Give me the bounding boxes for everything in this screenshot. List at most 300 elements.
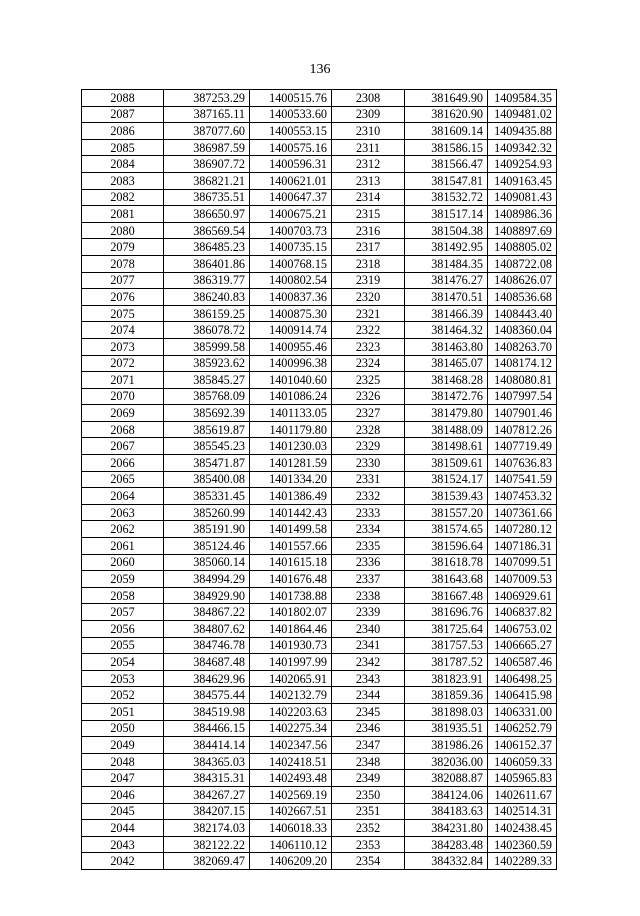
y-coordinate-right: 1407541.59 [488, 471, 557, 488]
point-id-left: 2062 [82, 521, 164, 538]
y-coordinate-right: 1408626.07 [488, 272, 557, 289]
table-row [82, 206, 557, 223]
x-coordinate-right: 384332.84 [405, 853, 488, 870]
y-coordinate-left: 1400533.60 [250, 106, 332, 123]
y-coordinate-left: 1400735.15 [250, 239, 332, 256]
x-coordinate-left: 386159.25 [164, 305, 250, 322]
x-coordinate-right: 381986.26 [405, 737, 488, 754]
y-coordinate-left: 1400647.37 [250, 189, 332, 206]
point-id-right: 2308 [332, 90, 405, 107]
point-id-left: 2060 [82, 554, 164, 571]
x-coordinate-right: 381504.38 [405, 222, 488, 239]
x-coordinate-right: 381757.53 [405, 637, 488, 654]
y-coordinate-right: 1407719.49 [488, 438, 557, 455]
x-coordinate-right: 381696.76 [405, 604, 488, 621]
table-row [82, 587, 557, 604]
y-coordinate-right: 1409584.35 [488, 90, 557, 107]
coordinate-table-body [82, 90, 557, 870]
x-coordinate-right: 381479.80 [405, 405, 488, 422]
table-row [82, 703, 557, 720]
y-coordinate-left: 1400837.36 [250, 289, 332, 306]
point-id-left: 2077 [82, 272, 164, 289]
point-id-left: 2047 [82, 770, 164, 787]
y-coordinate-left: 1402275.34 [250, 720, 332, 737]
x-coordinate-right: 381596.64 [405, 538, 488, 555]
point-id-left: 2048 [82, 753, 164, 770]
x-coordinate-right: 381643.68 [405, 571, 488, 588]
y-coordinate-left: 1402203.63 [250, 703, 332, 720]
table-row [82, 770, 557, 787]
x-coordinate-right: 381465.07 [405, 355, 488, 372]
point-id-left: 2059 [82, 571, 164, 588]
point-id-right: 2326 [332, 388, 405, 405]
x-coordinate-left: 384315.31 [164, 770, 250, 787]
y-coordinate-left: 1400802.54 [250, 272, 332, 289]
y-coordinate-right: 1406837.82 [488, 604, 557, 621]
point-id-right: 2354 [332, 853, 405, 870]
y-coordinate-left: 1400875.30 [250, 305, 332, 322]
y-coordinate-left: 1401499.58 [250, 521, 332, 538]
y-coordinate-left: 1401676.48 [250, 571, 332, 588]
x-coordinate-right: 381859.36 [405, 687, 488, 704]
point-id-right: 2325 [332, 372, 405, 389]
y-coordinate-right: 1408080.81 [488, 372, 557, 389]
x-coordinate-left: 385923.62 [164, 355, 250, 372]
point-id-right: 2343 [332, 670, 405, 687]
table-row [82, 172, 557, 189]
y-coordinate-right: 1406331.00 [488, 703, 557, 720]
table-row [82, 504, 557, 521]
y-coordinate-left: 1400914.74 [250, 322, 332, 339]
x-coordinate-right: 382036.00 [405, 753, 488, 770]
table-row [82, 803, 557, 820]
point-id-right: 2340 [332, 621, 405, 638]
y-coordinate-right: 1406415.98 [488, 687, 557, 704]
x-coordinate-right: 381468.28 [405, 372, 488, 389]
x-coordinate-right: 381492.95 [405, 239, 488, 256]
point-id-right: 2315 [332, 206, 405, 223]
x-coordinate-right: 381484.35 [405, 255, 488, 272]
y-coordinate-right: 1406665.27 [488, 637, 557, 654]
point-id-left: 2086 [82, 123, 164, 140]
y-coordinate-left: 1401802.07 [250, 604, 332, 621]
table-row [82, 421, 557, 438]
y-coordinate-right: 1407453.32 [488, 488, 557, 505]
y-coordinate-left: 1400675.21 [250, 206, 332, 223]
table-row [82, 521, 557, 538]
point-id-right: 2321 [332, 305, 405, 322]
point-id-left: 2050 [82, 720, 164, 737]
point-id-right: 2327 [332, 405, 405, 422]
y-coordinate-right: 1406252.79 [488, 720, 557, 737]
table-row [82, 289, 557, 306]
y-coordinate-right: 1406059.33 [488, 753, 557, 770]
page-number: 136 [309, 62, 331, 77]
x-coordinate-left: 385260.99 [164, 504, 250, 521]
point-id-left: 2044 [82, 820, 164, 837]
table-row [82, 455, 557, 472]
y-coordinate-right: 1407186.31 [488, 538, 557, 555]
table-row [82, 239, 557, 256]
y-coordinate-left: 1402493.48 [250, 770, 332, 787]
point-id-right: 2309 [332, 106, 405, 123]
point-id-left: 2082 [82, 189, 164, 206]
point-id-right: 2342 [332, 654, 405, 671]
point-id-right: 2328 [332, 421, 405, 438]
point-id-right: 2313 [332, 172, 405, 189]
x-coordinate-left: 385191.90 [164, 521, 250, 538]
point-id-right: 2335 [332, 538, 405, 555]
point-id-right: 2339 [332, 604, 405, 621]
y-coordinate-right: 1409342.32 [488, 139, 557, 156]
x-coordinate-left: 385999.58 [164, 338, 250, 355]
y-coordinate-right: 1408722.08 [488, 255, 557, 272]
point-id-left: 2085 [82, 139, 164, 156]
table-row [82, 372, 557, 389]
y-coordinate-left: 1401442.43 [250, 504, 332, 521]
table-row [82, 670, 557, 687]
table-row [82, 123, 557, 140]
y-coordinate-right: 1402289.33 [488, 853, 557, 870]
x-coordinate-right: 381517.14 [405, 206, 488, 223]
x-coordinate-left: 385060.14 [164, 554, 250, 571]
x-coordinate-right: 384124.06 [405, 786, 488, 803]
point-id-right: 2334 [332, 521, 405, 538]
x-coordinate-left: 386907.72 [164, 156, 250, 173]
table-row [82, 753, 557, 770]
x-coordinate-left: 385471.87 [164, 455, 250, 472]
table-row [82, 438, 557, 455]
point-id-right: 2341 [332, 637, 405, 654]
point-id-left: 2067 [82, 438, 164, 455]
x-coordinate-right: 381476.27 [405, 272, 488, 289]
x-coordinate-left: 384687.48 [164, 654, 250, 671]
table-row [82, 272, 557, 289]
y-coordinate-right: 1407099.51 [488, 554, 557, 571]
x-coordinate-right: 381618.78 [405, 554, 488, 571]
x-coordinate-right: 381470.51 [405, 289, 488, 306]
y-coordinate-right: 1405965.83 [488, 770, 557, 787]
y-coordinate-left: 1401133.05 [250, 405, 332, 422]
y-coordinate-right: 1406929.61 [488, 587, 557, 604]
y-coordinate-left: 1406209.20 [250, 853, 332, 870]
x-coordinate-right: 381547.81 [405, 172, 488, 189]
y-coordinate-left: 1406018.33 [250, 820, 332, 837]
x-coordinate-left: 384929.90 [164, 587, 250, 604]
x-coordinate-left: 382174.03 [164, 820, 250, 837]
point-id-left: 2076 [82, 289, 164, 306]
y-coordinate-right: 1409081.43 [488, 189, 557, 206]
x-coordinate-left: 385331.45 [164, 488, 250, 505]
y-coordinate-right: 1407280.12 [488, 521, 557, 538]
point-id-right: 2349 [332, 770, 405, 787]
y-coordinate-left: 1402569.19 [250, 786, 332, 803]
x-coordinate-left: 387165.11 [164, 106, 250, 123]
y-coordinate-right: 1402514.31 [488, 803, 557, 820]
x-coordinate-left: 384575.44 [164, 687, 250, 704]
y-coordinate-left: 1401864.46 [250, 621, 332, 638]
point-id-left: 2064 [82, 488, 164, 505]
x-coordinate-right: 381935.51 [405, 720, 488, 737]
x-coordinate-left: 386735.51 [164, 189, 250, 206]
y-coordinate-left: 1401738.88 [250, 587, 332, 604]
table-row [82, 139, 557, 156]
x-coordinate-left: 386319.77 [164, 272, 250, 289]
point-id-right: 2331 [332, 471, 405, 488]
x-coordinate-left: 382122.22 [164, 836, 250, 853]
y-coordinate-left: 1402132.79 [250, 687, 332, 704]
table-row [82, 471, 557, 488]
table-row [82, 621, 557, 638]
point-id-left: 2054 [82, 654, 164, 671]
point-id-right: 2332 [332, 488, 405, 505]
point-id-right: 2310 [332, 123, 405, 140]
y-coordinate-right: 1407812.26 [488, 421, 557, 438]
x-coordinate-left: 386987.59 [164, 139, 250, 156]
x-coordinate-left: 385845.27 [164, 372, 250, 389]
x-coordinate-left: 384519.98 [164, 703, 250, 720]
y-coordinate-right: 1409435.88 [488, 123, 557, 140]
x-coordinate-right: 384183.63 [405, 803, 488, 820]
table-row [82, 106, 557, 123]
x-coordinate-left: 385768.09 [164, 388, 250, 405]
x-coordinate-right: 381463.80 [405, 338, 488, 355]
x-coordinate-right: 381667.48 [405, 587, 488, 604]
x-coordinate-left: 385619.87 [164, 421, 250, 438]
point-id-left: 2053 [82, 670, 164, 687]
x-coordinate-right: 381725.64 [405, 621, 488, 638]
point-id-right: 2311 [332, 139, 405, 156]
x-coordinate-right: 381787.52 [405, 654, 488, 671]
y-coordinate-left: 1401386.49 [250, 488, 332, 505]
y-coordinate-right: 1409163.45 [488, 172, 557, 189]
point-id-right: 2318 [332, 255, 405, 272]
y-coordinate-right: 1407636.83 [488, 455, 557, 472]
table-row [82, 554, 557, 571]
y-coordinate-right: 1407997.54 [488, 388, 557, 405]
point-id-right: 2319 [332, 272, 405, 289]
x-coordinate-left: 384414.14 [164, 737, 250, 754]
y-coordinate-left: 1401557.66 [250, 538, 332, 555]
x-coordinate-right: 381574.65 [405, 521, 488, 538]
y-coordinate-right: 1407009.53 [488, 571, 557, 588]
table-row [82, 604, 557, 621]
x-coordinate-right: 381466.39 [405, 305, 488, 322]
table-row [82, 388, 557, 405]
point-id-right: 2320 [332, 289, 405, 306]
point-id-left: 2068 [82, 421, 164, 438]
point-id-left: 2065 [82, 471, 164, 488]
y-coordinate-left: 1401040.60 [250, 372, 332, 389]
y-coordinate-right: 1408897.69 [488, 222, 557, 239]
point-id-left: 2057 [82, 604, 164, 621]
table-row [82, 338, 557, 355]
point-id-right: 2312 [332, 156, 405, 173]
point-id-right: 2329 [332, 438, 405, 455]
x-coordinate-right: 384231.80 [405, 820, 488, 837]
table-row [82, 90, 557, 107]
table-row [82, 637, 557, 654]
point-id-left: 2078 [82, 255, 164, 272]
point-id-right: 2350 [332, 786, 405, 803]
point-id-left: 2070 [82, 388, 164, 405]
x-coordinate-right: 381539.43 [405, 488, 488, 505]
x-coordinate-left: 385400.08 [164, 471, 250, 488]
y-coordinate-left: 1401281.59 [250, 455, 332, 472]
y-coordinate-right: 1408263.70 [488, 338, 557, 355]
y-coordinate-left: 1401930.73 [250, 637, 332, 654]
table-row [82, 820, 557, 837]
table-row [82, 571, 557, 588]
point-id-left: 2088 [82, 90, 164, 107]
table-row [82, 786, 557, 803]
point-id-left: 2058 [82, 587, 164, 604]
x-coordinate-right: 381472.76 [405, 388, 488, 405]
point-id-left: 2074 [82, 322, 164, 339]
y-coordinate-right: 1402360.59 [488, 836, 557, 853]
y-coordinate-left: 1400768.15 [250, 255, 332, 272]
table-row [82, 654, 557, 671]
y-coordinate-right: 1402438.45 [488, 820, 557, 837]
point-id-right: 2347 [332, 737, 405, 754]
x-coordinate-right: 381586.15 [405, 139, 488, 156]
table-row [82, 538, 557, 555]
table-row [82, 488, 557, 505]
point-id-left: 2079 [82, 239, 164, 256]
point-id-left: 2052 [82, 687, 164, 704]
y-coordinate-right: 1406152.37 [488, 737, 557, 754]
y-coordinate-left: 1400596.31 [250, 156, 332, 173]
y-coordinate-left: 1401179.80 [250, 421, 332, 438]
x-coordinate-left: 384267.27 [164, 786, 250, 803]
y-coordinate-left: 1401615.18 [250, 554, 332, 571]
x-coordinate-left: 385545.23 [164, 438, 250, 455]
point-id-left: 2083 [82, 172, 164, 189]
x-coordinate-left: 387077.60 [164, 123, 250, 140]
x-coordinate-right: 381649.90 [405, 90, 488, 107]
y-coordinate-right: 1406498.25 [488, 670, 557, 687]
y-coordinate-right: 1407361.66 [488, 504, 557, 521]
y-coordinate-left: 1402347.56 [250, 737, 332, 754]
x-coordinate-right: 381557.20 [405, 504, 488, 521]
x-coordinate-right: 381509.61 [405, 455, 488, 472]
table-row [82, 322, 557, 339]
y-coordinate-left: 1401997.99 [250, 654, 332, 671]
point-id-right: 2336 [332, 554, 405, 571]
y-coordinate-left: 1400996.38 [250, 355, 332, 372]
y-coordinate-right: 1408174.12 [488, 355, 557, 372]
point-id-right: 2346 [332, 720, 405, 737]
point-id-right: 2353 [332, 836, 405, 853]
point-id-left: 2042 [82, 853, 164, 870]
x-coordinate-left: 386078.72 [164, 322, 250, 339]
table-row [82, 836, 557, 853]
y-coordinate-left: 1401086.24 [250, 388, 332, 405]
point-id-left: 2072 [82, 355, 164, 372]
point-id-left: 2055 [82, 637, 164, 654]
x-coordinate-left: 385692.39 [164, 405, 250, 422]
point-id-left: 2071 [82, 372, 164, 389]
x-coordinate-right: 382088.87 [405, 770, 488, 787]
x-coordinate-left: 384466.15 [164, 720, 250, 737]
table-row [82, 853, 557, 870]
point-id-right: 2337 [332, 571, 405, 588]
y-coordinate-right: 1408986.36 [488, 206, 557, 223]
point-id-left: 2043 [82, 836, 164, 853]
x-coordinate-left: 386821.21 [164, 172, 250, 189]
point-id-right: 2323 [332, 338, 405, 355]
point-id-left: 2081 [82, 206, 164, 223]
y-coordinate-left: 1402667.51 [250, 803, 332, 820]
point-id-right: 2338 [332, 587, 405, 604]
x-coordinate-left: 384807.62 [164, 621, 250, 638]
point-id-left: 2069 [82, 405, 164, 422]
y-coordinate-left: 1402065.91 [250, 670, 332, 687]
y-coordinate-right: 1408536.68 [488, 289, 557, 306]
table-row [82, 405, 557, 422]
x-coordinate-left: 387253.29 [164, 90, 250, 107]
point-id-right: 2330 [332, 455, 405, 472]
y-coordinate-left: 1400621.01 [250, 172, 332, 189]
point-id-left: 2075 [82, 305, 164, 322]
y-coordinate-right: 1402611.67 [488, 786, 557, 803]
y-coordinate-right: 1407901.46 [488, 405, 557, 422]
point-id-left: 2087 [82, 106, 164, 123]
y-coordinate-left: 1400703.73 [250, 222, 332, 239]
point-id-right: 2324 [332, 355, 405, 372]
point-id-left: 2049 [82, 737, 164, 754]
coordinate-table [81, 89, 557, 870]
point-id-left: 2061 [82, 538, 164, 555]
point-id-left: 2084 [82, 156, 164, 173]
point-id-left: 2066 [82, 455, 164, 472]
x-coordinate-left: 386569.54 [164, 222, 250, 239]
table-row [82, 156, 557, 173]
y-coordinate-left: 1401230.03 [250, 438, 332, 455]
x-coordinate-left: 384629.96 [164, 670, 250, 687]
table-row [82, 255, 557, 272]
x-coordinate-right: 384283.48 [405, 836, 488, 853]
x-coordinate-left: 384994.29 [164, 571, 250, 588]
point-id-left: 2080 [82, 222, 164, 239]
x-coordinate-right: 381524.17 [405, 471, 488, 488]
point-id-left: 2073 [82, 338, 164, 355]
point-id-left: 2046 [82, 786, 164, 803]
y-coordinate-right: 1408805.02 [488, 239, 557, 256]
y-coordinate-left: 1400553.15 [250, 123, 332, 140]
table-row [82, 737, 557, 754]
point-id-right: 2333 [332, 504, 405, 521]
y-coordinate-left: 1400515.76 [250, 90, 332, 107]
point-id-left: 2051 [82, 703, 164, 720]
table-row [82, 222, 557, 239]
y-coordinate-left: 1406110.12 [250, 836, 332, 853]
y-coordinate-right: 1408443.40 [488, 305, 557, 322]
x-coordinate-right: 381823.91 [405, 670, 488, 687]
x-coordinate-left: 386401.86 [164, 255, 250, 272]
y-coordinate-right: 1409254.93 [488, 156, 557, 173]
table-row [82, 687, 557, 704]
point-id-right: 2352 [332, 820, 405, 837]
y-coordinate-left: 1401334.20 [250, 471, 332, 488]
x-coordinate-right: 381566.47 [405, 156, 488, 173]
y-coordinate-right: 1406753.02 [488, 621, 557, 638]
point-id-right: 2348 [332, 753, 405, 770]
table-row [82, 305, 557, 322]
y-coordinate-left: 1400575.16 [250, 139, 332, 156]
x-coordinate-left: 384746.78 [164, 637, 250, 654]
x-coordinate-left: 385124.46 [164, 538, 250, 555]
